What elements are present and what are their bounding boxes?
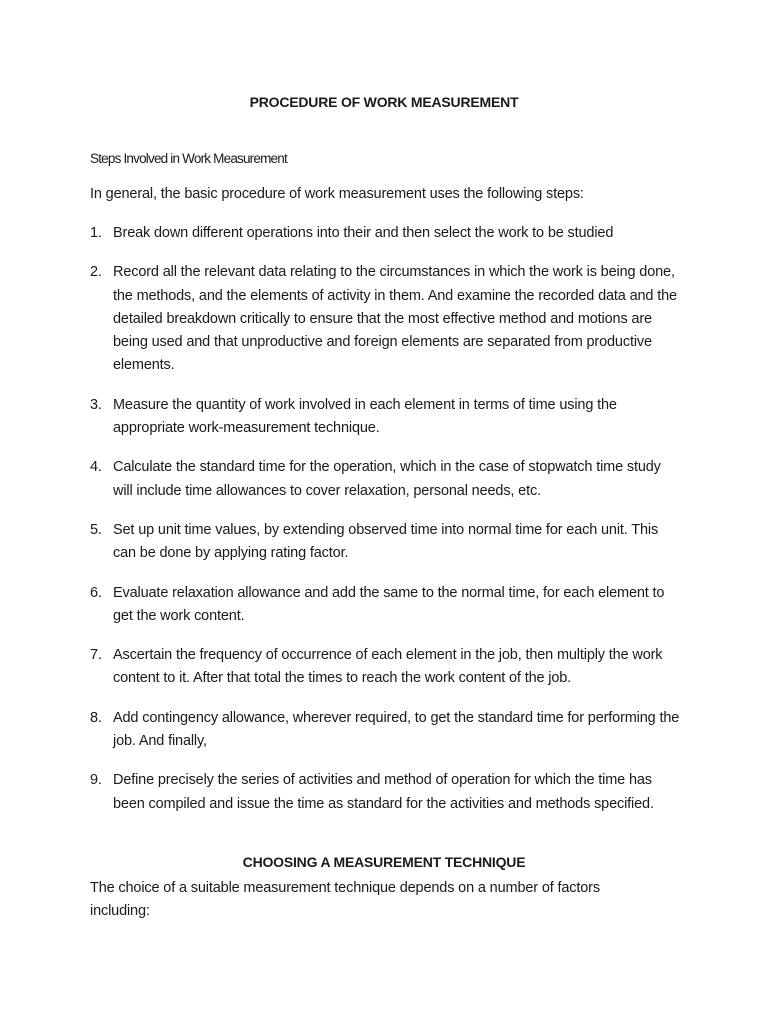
list-item [90,769,680,816]
step-number: 2. [90,264,102,281]
step-text: Measure the quantity of work involved in each element in terms of time using the appropriate work-measurement technique. [113,396,617,437]
step-number: 4. [90,459,102,476]
step-number: 7. [90,647,102,664]
section-title: CHOOSING A MEASUREMENT TECHNIQUE [242,854,526,870]
step-text: Ascertain the frequency of occurrence of each element in the job, then multiply the work content to it. After that total the times to reach the work content of the job. [113,647,663,687]
step-number: 6. [90,584,102,601]
closing-paragraph: The choice of a suitable measurement technique depends on a number of factors including: [90,880,600,920]
list-item [90,222,680,245]
list-item [90,519,680,566]
step-number: 9. [90,772,102,789]
step-number: 1. [90,225,102,241]
step-number: 5. [90,521,102,538]
step-number: 8. [90,709,102,726]
page-title: PROCEDURE OF WORK MEASUREMENT [249,94,519,110]
intro-paragraph: In general, the basic procedure of work measurement uses the following steps: [90,186,584,202]
steps-list [90,222,680,832]
step-text: Evaluate relaxation allowance and add the same to the normal time, for each element to get the work content. [113,584,665,624]
subheading: Steps Involved in Work Measurement [90,151,287,166]
step-text: Record all the relevant data relating to the circumstances in which the work is being done, the methods, and the elements of activity in them. And examine the recorded data and the detailed breakdown critically to ensure that the most effective method and motions are being used and that unproductive and foreign elements are separated from productive elements. [113,264,677,374]
step-number: 3. [90,396,102,413]
list-item [90,582,680,629]
list-item [90,707,680,754]
list-item [90,644,680,691]
list-item [90,394,680,441]
step-text: Break down different operations into their and then select the work to be studied [113,225,614,241]
step-text: Define precisely the series of activities and method of operation for which the time has been compiled and issue the time as standard for the activities and methods specified. [113,772,654,812]
list-item [90,261,680,377]
step-text: Calculate the standard time for the operation, which in the case of stopwatch time study will include time allowances to cover relaxation, personal needs, etc. [113,459,661,499]
step-text: Set up unit time values, by extending observed time into normal time for each unit. This can be done by applying rating factor. [113,521,659,562]
list-item [90,456,680,503]
step-text: Add contingency allowance, wherever required, to get the standard time for performing the job. And finally, [113,709,680,750]
